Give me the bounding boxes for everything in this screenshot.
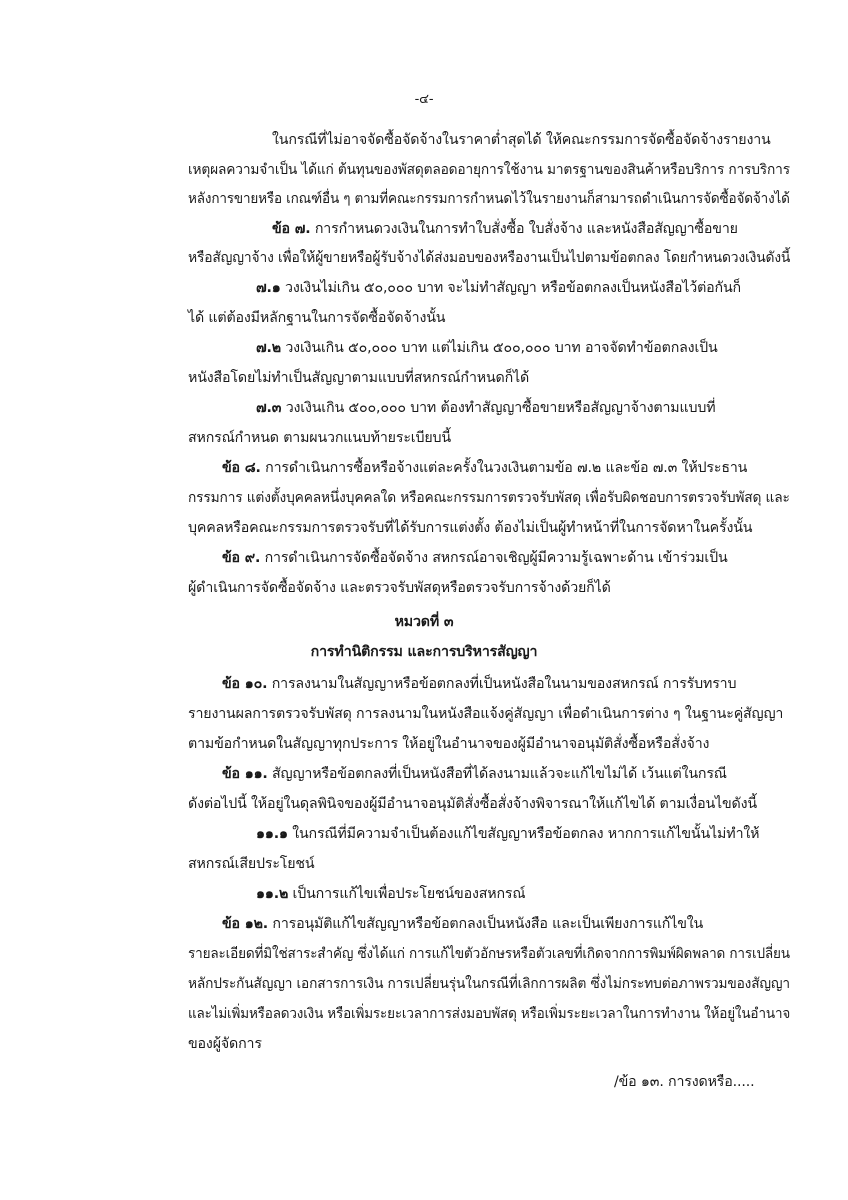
clause-number: ๗.๒: [256, 340, 281, 356]
paragraph-line: กรรมการ แต่งตั้งบุคคลหนึ่งบุคคลใด หรือคณะกรรมการตรวจรับพัสดุ เพื่อรับผิดชอบการตรวจรับพัสดุ และ: [188, 490, 790, 506]
paragraph-line: บุคคลหรือคณะกรรมการตรวจรับที่ได้รับการแต่งตั้ง ต้องไม่เป็นผู้ทำหน้าที่ในการจัดหาในครั้งนั้น: [188, 520, 753, 536]
clause-12-line: [222, 914, 703, 934]
clause-text: วงเงินเกิน ๕๐๐,๐๐๐ บาท ต้องทำสัญญาซื้อขายหรือสัญญาจ้างตามแบบที่: [285, 400, 716, 416]
clause-11-2-line: [256, 884, 525, 904]
section-title: การทำนิติกรรม และการบริหารสัญญา: [310, 644, 538, 660]
paragraph-line: ในกรณีที่ไม่อาจจัดซื้อจัดจ้างในราคาต่ำสุดได้ ให้คณะกรรมการจัดซื้อจัดจ้างรายงาน: [272, 132, 771, 148]
clause-number: ข้อ ๘.: [222, 460, 261, 476]
clause-7-2-line: [256, 338, 718, 358]
clause-text: การดำเนินการซื้อหรือจ้างแต่ละครั้งในวงเงินตามข้อ ๗.๒ และข้อ ๗.๓ ให้ประธาน: [265, 460, 748, 476]
clause-text: การลงนามในสัญญาหรือข้อตกลงที่เป็นหนังสือในนามของสหกรณ์ การรับทราบ: [271, 676, 737, 692]
page-number: -๔-: [414, 92, 434, 107]
clause-number: ข้อ ๑๐.: [222, 676, 268, 692]
clause-7-1-line: [256, 278, 741, 298]
clause-8-line: [222, 458, 747, 478]
clause-text: การอนุมัติแก้ไขสัญญาหรือข้อตกลงเป็นหนังสือ และเป็นเพียงการแก้ไขใน: [272, 916, 704, 932]
paragraph-line: ตามข้อกำหนดในสัญญาทุกประการ ให้อยู่ในอำนาจของผู้มีอำนาจอนุมัติสั่งซื้อหรือสั่งจ้าง: [188, 736, 710, 752]
paragraph-line: หลังการขายหรือ เกณฑ์อื่น ๆ ตามที่คณะกรรมการกำหนดไว้ในรายงานก็สามารถดำเนินการจัดซื้อจัดจ้างได้: [188, 191, 790, 207]
paragraph-line: สหกรณ์เสียประโยชน์: [188, 856, 315, 872]
paragraph-line: ดังต่อไปนี้ ให้อยู่ในดุลพินิจของผู้มีอำนาจอนุมัติสั่งซื้อสั่งจ้างพิจารณาให้แก้ไขได้ ตามเงื่อนไขดังนี้: [188, 796, 757, 812]
clause-number: ๑๑.๑: [256, 826, 288, 842]
paragraph-line: เหตุผลความจำเป็น ได้แก่ ต้นทุนของพัสดุตลอดอายุการใช้งาน มาตรฐานของสินค้าหรือบริการ การบริการ: [188, 162, 790, 178]
clause-number: ข้อ ๑๑.: [222, 766, 268, 782]
continuation-note: /ข้อ ๑๓. การงดหรือ.....: [614, 1074, 755, 1090]
clause-text: การกำหนดวงเงินในการทำใบสั่งซื้อ ใบสั่งจ้าง และหนังสือสัญญาซื้อขาย: [314, 221, 738, 237]
clause-number: ๗.๓: [256, 400, 282, 416]
clause-number: ข้อ ๗.: [272, 221, 311, 237]
paragraph-line: รายงานผลการตรวจรับพัสดุ การลงนามในหนังสือแจ้งคู่สัญญา เพื่อดำเนินการต่าง ๆ ในฐานะคู่สัญญา: [188, 706, 784, 722]
clause-text: เป็นการแก้ไขเพื่อประโยชน์ของสหกรณ์: [292, 886, 526, 902]
clause-10-line: [222, 674, 736, 694]
paragraph-line: หรือสัญญาจ้าง เพื่อให้ผู้ขายหรือผู้รับจ้างได้ส่งมอบของหรืองานเป็นไปตามข้อตกลง โดยกำหนดวงเงินดังนี้: [188, 250, 791, 266]
paragraph-line: ผู้ดำเนินการจัดซื้อจัดจ้าง และตรวจรับพัสดุหรือตรวจรับการจ้างด้วยก็ได้: [188, 580, 611, 596]
section-heading: หมวดที่ ๓: [394, 614, 454, 630]
clause-number: ๗.๑: [256, 280, 281, 296]
clause-number: ข้อ ๑๒.: [222, 916, 269, 932]
paragraph-line: หลักประกันสัญญา เอกสารการเงิน การเปลี่ยนรุ่นในกรณีที่เลิกการผลิต ซึ่งไม่กระทบต่อภาพรวมของสัญญา: [188, 976, 790, 992]
clause-text: สัญญาหรือข้อตกลงที่เป็นหนังสือที่ได้ลงนามแล้วจะแก้ไขไม่ได้ เว้นแต่ในกรณี: [272, 766, 727, 782]
paragraph-line: สหกรณ์กำหนด ตามผนวกแนบท้ายระเบียบนี้: [188, 430, 451, 446]
clause-number: ข้อ ๙.: [222, 550, 261, 566]
clause-7-3-line: [256, 398, 715, 418]
clause-text: ในกรณีที่มีความจำเป็นต้องแก้ไขสัญญาหรือข้อตกลง หากการแก้ไขนั้นไม่ทำให้: [292, 826, 760, 842]
clause-text: การดำเนินการจัดซื้อจัดจ้าง สหกรณ์อาจเชิญผู้มีความรู้เฉพาะด้าน เข้าร่วมเป็น: [264, 550, 728, 566]
clause-text: วงเงินเกิน ๕๐,๐๐๐ บาท แต่ไม่เกิน ๕๐๐,๐๐๐ บาท อาจจัดทำข้อตกลงเป็น: [285, 340, 718, 356]
clause-11-line: [222, 764, 727, 784]
paragraph-line: ของผู้จัดการ: [188, 1036, 262, 1052]
clause-number: ๑๑.๒: [256, 886, 289, 902]
paragraph-line: รายละเอียดที่มิใช่สาระสำคัญ ซึ่งได้แก่ การแก้ไขตัวอักษรหรือตัวเลขที่เกิดจากการพิมพ์ผิดพลาด การเปลี่ยน: [188, 946, 790, 962]
clause-7-line: [272, 219, 738, 239]
paragraph-line: หนังสือโดยไม่ทำเป็นสัญญาตามแบบที่สหกรณ์กำหนดก็ได้: [188, 370, 530, 386]
paragraph-line: และไม่เพิ่มหรือลดวงเงิน หรือเพิ่มระยะเวลาการส่งมอบพัสดุ หรือเพิ่มระยะเวลาในการทำงาน ให้อยู่ในอำนาจ: [188, 1006, 791, 1022]
clause-9-line: [222, 548, 728, 568]
paragraph-line: ได้ แต่ต้องมีหลักฐานในการจัดซื้อจัดจ้างนั้น: [188, 310, 446, 326]
clause-11-1-line: [256, 824, 759, 844]
clause-text: วงเงินไม่เกิน ๕๐,๐๐๐ บาท จะไม่ทำสัญญา หรือข้อตกลงเป็นหนังสือไว้ต่อกันก็: [285, 280, 741, 296]
